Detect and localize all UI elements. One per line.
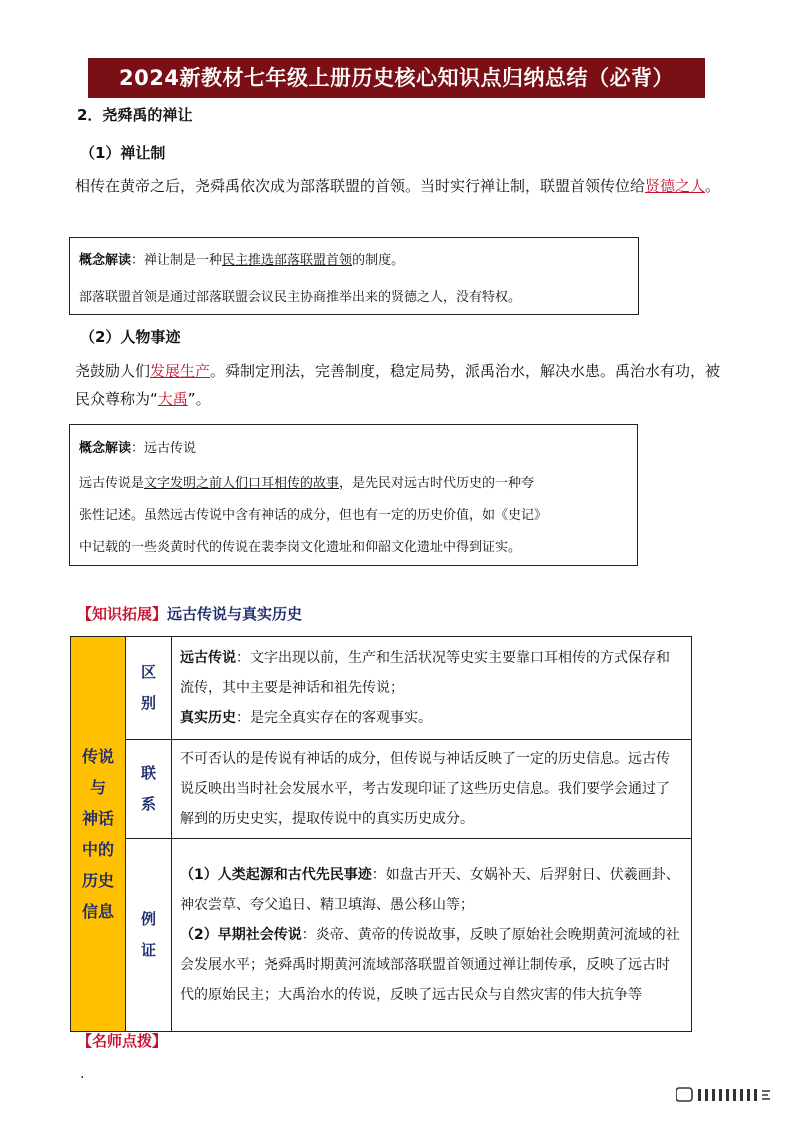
- cell-label: （2）早期社会传说: [180, 927, 302, 943]
- table-cell-connection: 不可否认的是传说有神话的成分，但传说与神话反映了一定的历史信息。远古传说反映出当时社会发展水平，考古发现印证了这些历史信息。我们要学会通过了解到的历史史实，提取传说中的真实历史成分。: [172, 740, 692, 839]
- paragraph-text-a: 尧鼓励人们: [75, 362, 151, 380]
- cell-para: [180, 643, 683, 703]
- paragraph-text-c: ”。: [187, 390, 211, 408]
- cell-label: 远古传说: [180, 650, 236, 666]
- cell-label: 真实历史: [180, 710, 236, 726]
- cell-label: （1）人类起源和古代先民事迹: [180, 867, 372, 883]
- section-heading: 2．尧舜禹的禅让: [77, 106, 193, 124]
- sub-heading-deeds: （2）人物事迹: [80, 328, 181, 346]
- cell-text: ：是完全真实存在的客观事实。: [236, 710, 432, 726]
- paragraph-end: 。: [705, 177, 721, 195]
- cell-para: [180, 703, 683, 733]
- left-header-line: 信息: [81, 902, 114, 921]
- left-header-line: 与: [89, 778, 106, 797]
- extension-heading: [77, 603, 302, 624]
- table-category-example: [126, 839, 172, 1032]
- extension-bracket-label: 【知识拓展】: [77, 605, 168, 623]
- left-header-line: 历史: [81, 871, 114, 890]
- concept-line-1: [79, 249, 404, 268]
- concept-label: 概念解读: [79, 441, 132, 456]
- concept-text-b: 的制度。: [352, 253, 405, 268]
- page-title: 2024新教材七年级上册历史核心知识点归纳总结（必背）: [88, 58, 705, 98]
- sub-heading-abdication: （1）禅让制: [80, 144, 166, 162]
- concept-colon: ：: [131, 441, 145, 456]
- concept-underlined: 文字发明之前人们口耳相传的故事: [144, 476, 340, 491]
- highlight-production: 发展生产: [150, 362, 211, 380]
- paragraph-abdication: [75, 172, 725, 200]
- table-cell-example: [172, 839, 692, 1032]
- cell-para: [180, 860, 683, 920]
- left-header-line: 中的: [81, 840, 114, 859]
- category-char: 证: [140, 941, 156, 959]
- toutiao-watermark-icon: [676, 1085, 776, 1105]
- highlight-dayu: 大禹: [157, 390, 188, 408]
- cell-text: ：文字出现以前，生产和生活状况等史实主要靠口耳相传的方式保存和流传，其中主要是神话和祖先传说；: [180, 650, 670, 696]
- table-cell-difference: [172, 637, 692, 740]
- concept-text-b: ，是先民对远古时代历史的一种夸: [339, 476, 535, 491]
- table-left-header: [71, 637, 126, 1032]
- paragraph-deeds: [75, 357, 725, 413]
- paragraph-text: 相传在黄帝之后，尧舜禹依次成为部落联盟的首领。当时实行禅让制，联盟首领传位给: [75, 177, 646, 195]
- teacher-tips-tag: 【名师点拨】: [77, 1032, 168, 1050]
- concept-header: [79, 437, 196, 456]
- concept-box-abdication: [69, 237, 639, 315]
- table-category-difference: [126, 637, 172, 740]
- cell-text: ：炎帝、黄帝的传说故事，反映了原始社会晚期黄河流域的社会发展水平；尧舜禹时期黄河流域部落联盟首领通过禅让制传承，反映了远古时代的原始民主；大禹治水的传说，反映了远古民众与自然灾害的伟大抗争等: [180, 927, 680, 1003]
- table-row: [71, 637, 692, 740]
- paragraph-text-b: 。舜制定刑法，完善制度，稳定局势，派禹治水，解决水患。禹治水有功，被民众尊称为“: [75, 362, 721, 408]
- concept-colon: ：: [131, 253, 145, 268]
- concept-line-3: 中记载的一些炎黄时代的传说在裴李岗文化遗址和仰韶文化遗址中得到证实。: [79, 540, 522, 555]
- highlight-virtuous: 贤德之人: [645, 177, 706, 195]
- table-row: [71, 740, 692, 839]
- concept-text-a: 远古传说是: [79, 476, 145, 491]
- extension-title: 远古传说与真实历史: [167, 605, 303, 623]
- left-header-line: 神话: [81, 809, 114, 828]
- category-char: 例: [140, 910, 156, 928]
- table-category-connection: [126, 740, 172, 839]
- category-char: 系: [140, 795, 156, 813]
- category-char: 联: [140, 764, 156, 782]
- concept-text-a: 禅让制是一种: [144, 253, 223, 268]
- concept-line-2: 部落联盟首领是通过部落联盟会议民主协商推举出来的贤德之人，没有特权。: [79, 290, 522, 305]
- concept-line-2: 张性记述。虽然远古传说中含有神话的成分，但也有一定的历史价值，如《史记》: [79, 508, 548, 523]
- table-row: [71, 839, 692, 1032]
- category-char: 别: [140, 694, 156, 712]
- concept-label-value: 远古传说: [144, 441, 197, 456]
- left-header-line: 传说: [81, 747, 114, 766]
- concept-underlined: 民主推选部落联盟首领: [222, 253, 353, 268]
- concept-line-1: [79, 472, 534, 491]
- cell-para: [180, 920, 683, 1010]
- footer-dot: .: [80, 1066, 85, 1082]
- cell-text: ：如盘古开天、女娲补天、后羿射日、伏羲画卦、神农尝草、夸父追日、精卫填海、愚公移山等；: [180, 867, 680, 913]
- concept-box-legends: [69, 424, 638, 566]
- concept-label: 概念解读: [79, 253, 132, 268]
- extension-table: [70, 636, 692, 1032]
- category-char: 区: [140, 663, 156, 681]
